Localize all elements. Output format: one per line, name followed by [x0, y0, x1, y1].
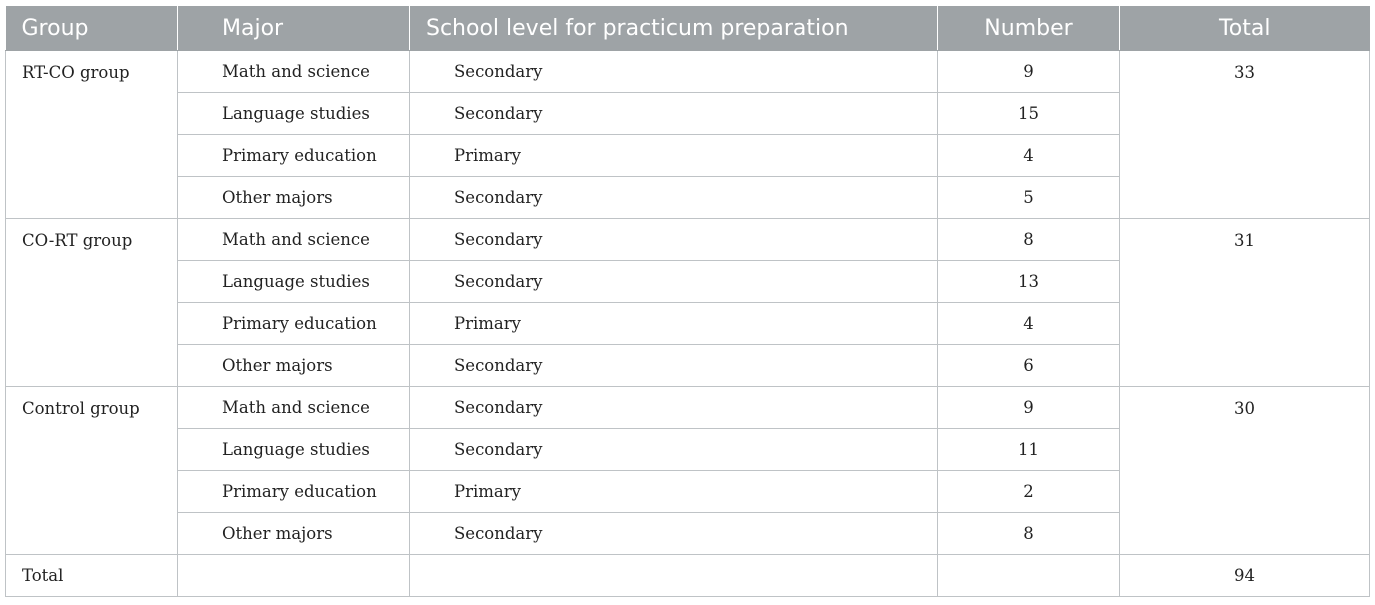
group-total-cell: 30	[1120, 387, 1370, 555]
number-cell: 11	[938, 429, 1120, 471]
number-cell: 9	[938, 387, 1120, 429]
major-cell: Language studies	[178, 93, 410, 135]
table-row	[6, 51, 1370, 93]
group-name-cell: Control group	[6, 387, 178, 555]
major-cell: Primary education	[178, 135, 410, 177]
school-level-cell: Secondary	[410, 93, 938, 135]
table-body	[6, 51, 1370, 597]
table-row	[6, 387, 1370, 429]
header-major: Major	[178, 6, 410, 51]
group-total-cell: 33	[1120, 51, 1370, 219]
number-cell: 9	[938, 51, 1120, 93]
empty-cell	[938, 555, 1120, 597]
table-header	[6, 6, 1370, 51]
major-cell: Math and science	[178, 219, 410, 261]
school-level-cell: Secondary	[410, 345, 938, 387]
major-cell: Primary education	[178, 303, 410, 345]
major-cell: Other majors	[178, 177, 410, 219]
major-cell: Language studies	[178, 261, 410, 303]
school-level-cell: Secondary	[410, 177, 938, 219]
school-level-cell: Secondary	[410, 51, 938, 93]
number-cell: 8	[938, 219, 1120, 261]
number-cell: 4	[938, 135, 1120, 177]
header-group: Group	[6, 6, 178, 51]
number-cell: 8	[938, 513, 1120, 555]
major-cell: Primary education	[178, 471, 410, 513]
school-level-cell: Secondary	[410, 219, 938, 261]
school-level-cell: Secondary	[410, 387, 938, 429]
major-cell: Math and science	[178, 51, 410, 93]
group-total-cell: 31	[1120, 219, 1370, 387]
school-level-cell: Secondary	[410, 513, 938, 555]
empty-cell	[410, 555, 938, 597]
school-level-cell: Primary	[410, 471, 938, 513]
major-cell: Other majors	[178, 345, 410, 387]
header-school-level: School level for practicum preparation	[410, 6, 938, 51]
number-cell: 2	[938, 471, 1120, 513]
school-level-cell: Secondary	[410, 261, 938, 303]
header-row	[6, 6, 1370, 51]
table-row	[6, 219, 1370, 261]
group-name-cell: CO-RT group	[6, 219, 178, 387]
header-number: Number	[938, 6, 1120, 51]
major-cell: Math and science	[178, 387, 410, 429]
footer-total-label: Total	[6, 555, 178, 597]
empty-cell	[178, 555, 410, 597]
header-total: Total	[1120, 6, 1370, 51]
grand-total-value: 94	[1120, 555, 1370, 597]
school-level-cell: Primary	[410, 303, 938, 345]
school-level-cell: Primary	[410, 135, 938, 177]
number-cell: 6	[938, 345, 1120, 387]
total-row	[6, 555, 1370, 597]
number-cell: 4	[938, 303, 1120, 345]
school-level-cell: Secondary	[410, 429, 938, 471]
major-cell: Language studies	[178, 429, 410, 471]
group-name-cell: RT-CO group	[6, 51, 178, 219]
number-cell: 15	[938, 93, 1120, 135]
major-cell: Other majors	[178, 513, 410, 555]
participants-table	[5, 6, 1370, 597]
number-cell: 13	[938, 261, 1120, 303]
number-cell: 5	[938, 177, 1120, 219]
